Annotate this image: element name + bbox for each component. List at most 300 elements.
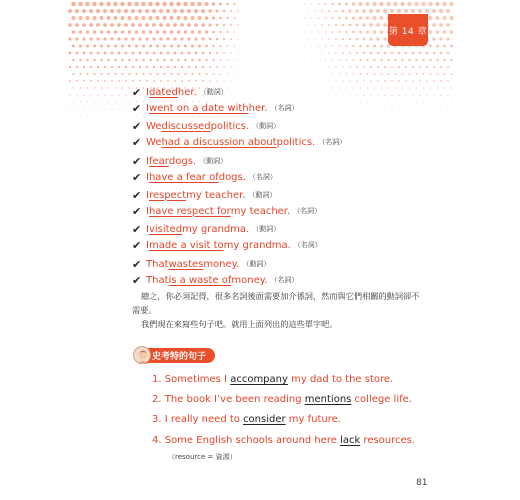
halftone-dot — [364, 109, 365, 110]
halftone-dot — [415, 59, 418, 62]
halftone-dot — [177, 73, 179, 75]
halftone-dot — [100, 30, 104, 34]
halftone-dot — [93, 59, 96, 62]
halftone-dot — [135, 30, 139, 34]
halftone-dot — [135, 59, 138, 62]
halftone-dot — [118, 52, 121, 55]
halftone-dot — [355, 9, 359, 13]
halftone-dot — [93, 16, 97, 20]
halftone-dot — [328, 38, 330, 40]
example-post: politics. — [210, 120, 250, 132]
halftone-dot — [181, 52, 184, 55]
halftone-dot — [100, 44, 103, 47]
halftone-dot — [108, 116, 109, 117]
halftone-dot — [191, 16, 195, 20]
halftone-dot — [78, 2, 82, 6]
check-mark-icon: ✔ — [132, 85, 142, 99]
halftone-dot — [219, 2, 222, 5]
halftone-dot — [373, 44, 376, 47]
halftone-dot — [121, 30, 125, 34]
check-mark-icon: ✔ — [132, 257, 142, 271]
halftone-dot — [145, 37, 148, 40]
halftone-dot — [87, 116, 88, 117]
halftone-dot — [444, 101, 445, 102]
halftone-dot — [318, 74, 319, 75]
sentence-keyword: consider — [243, 414, 286, 425]
halftone-dot — [153, 66, 155, 68]
halftone-dot — [318, 88, 319, 89]
sentence-keyword: lack — [340, 435, 361, 446]
halftone-dot — [76, 80, 78, 82]
halftone-dot — [118, 80, 120, 82]
halftone-dot — [376, 23, 380, 27]
halftone-dot — [391, 80, 393, 82]
halftone-dot — [170, 44, 173, 47]
halftone-dot — [325, 45, 326, 46]
halftone-dot — [374, 87, 376, 89]
vocabulary-note: （resource = 資源） — [168, 453, 237, 461]
halftone-dot — [156, 59, 159, 62]
halftone-dot — [104, 94, 105, 95]
halftone-dot — [96, 23, 100, 27]
halftone-dot — [360, 73, 362, 75]
halftone-dot — [205, 45, 208, 48]
halftone-dot — [429, 16, 433, 20]
halftone-dot — [325, 102, 326, 103]
halftone-dot — [72, 73, 74, 75]
explanation-line-2: 需要。 — [132, 305, 157, 315]
halftone-dot — [437, 116, 438, 117]
halftone-dot — [349, 66, 351, 68]
halftone-dot — [409, 116, 410, 117]
halftone-dot — [209, 38, 212, 41]
halftone-dot — [342, 80, 343, 81]
halftone-dot — [128, 16, 132, 20]
example-pair — [132, 153, 277, 185]
halftone-dot — [75, 9, 79, 13]
halftone-dot — [160, 52, 163, 55]
check-mark-icon: ✔ — [132, 154, 142, 168]
halftone-dot — [448, 109, 449, 110]
halftone-dot — [363, 80, 365, 82]
halftone-dot — [105, 109, 106, 110]
halftone-dot — [98, 109, 99, 110]
halftone-dot — [419, 66, 421, 68]
part-of-speech-tag: （動詞） — [248, 191, 277, 199]
halftone-dot — [184, 16, 188, 20]
halftone-dot — [443, 59, 446, 62]
halftone-dot — [324, 3, 326, 5]
halftone-dot — [325, 31, 327, 33]
halftone-dot — [370, 66, 372, 68]
noun-example — [132, 203, 321, 219]
halftone-dot — [311, 46, 312, 47]
halftone-dot — [209, 52, 211, 54]
halftone-dot — [103, 37, 106, 40]
halftone-dot — [406, 109, 407, 110]
halftone-dot — [332, 88, 333, 89]
halftone-dot — [385, 109, 386, 110]
example-pre: We — [146, 136, 162, 148]
halftone-dot — [208, 23, 211, 26]
halftone-dot — [451, 101, 452, 102]
halftone-dot — [383, 37, 386, 40]
halftone-dot — [401, 59, 404, 62]
halftone-dot — [146, 52, 149, 55]
halftone-dot — [432, 23, 436, 27]
halftone-dot — [188, 80, 190, 82]
halftone-dot — [420, 109, 421, 110]
halftone-dot — [436, 73, 438, 75]
halftone-dot — [124, 9, 128, 13]
halftone-dot — [101, 87, 103, 89]
halftone-dot — [416, 101, 417, 102]
halftone-dot — [131, 9, 135, 13]
example-pair — [132, 256, 298, 288]
halftone-dot — [380, 44, 383, 47]
halftone-dot — [384, 52, 387, 55]
halftone-dot — [173, 9, 177, 13]
halftone-dot — [393, 2, 397, 6]
example-pair — [132, 118, 346, 150]
halftone-dot — [149, 16, 153, 20]
halftone-dot — [429, 30, 433, 34]
halftone-dot — [129, 116, 130, 117]
halftone-dot — [77, 109, 78, 110]
halftone-dot — [318, 45, 319, 46]
halftone-dot — [359, 30, 362, 33]
halftone-dot — [163, 59, 166, 62]
halftone-dot — [86, 44, 89, 47]
halftone-dot — [304, 32, 305, 33]
halftone-dot — [101, 101, 102, 102]
halftone-dot — [378, 109, 379, 110]
halftone-dot — [366, 30, 369, 33]
halftone-dot — [201, 9, 205, 13]
halftone-dot — [373, 30, 377, 34]
halftone-dot — [153, 80, 155, 82]
halftone-dot — [97, 66, 99, 68]
halftone-dot — [345, 45, 347, 47]
halftone-dot — [212, 45, 214, 47]
noun-example — [132, 134, 346, 150]
halftone-dot — [108, 101, 109, 102]
halftone-dot — [353, 116, 354, 117]
halftone-dot — [128, 44, 131, 47]
example-post: money. — [203, 258, 240, 270]
scott-sentence — [152, 414, 341, 425]
halftone-dot — [440, 52, 443, 55]
sentence-post: college life. — [351, 394, 412, 405]
halftone-dot — [392, 109, 393, 110]
halftone-dot — [166, 23, 170, 27]
halftone-dot — [170, 73, 172, 75]
halftone-dot — [304, 74, 305, 75]
halftone-dot — [433, 94, 434, 95]
example-pre: We — [146, 120, 162, 132]
halftone-dot — [335, 10, 338, 13]
halftone-dot — [135, 44, 138, 47]
halftone-dot — [90, 66, 92, 68]
halftone-dot — [318, 3, 320, 5]
halftone-dot — [374, 116, 375, 117]
check-mark-icon: ✔ — [132, 222, 142, 236]
check-mark-icon: ✔ — [132, 273, 142, 287]
halftone-dot — [132, 66, 134, 68]
halftone-dot — [435, 2, 439, 6]
halftone-dot — [332, 102, 333, 103]
example-post: my teacher. — [186, 189, 246, 201]
halftone-dot — [367, 101, 368, 102]
halftone-dot — [345, 2, 348, 5]
part-of-speech-tag: （動詞） — [252, 122, 281, 130]
halftone-dot — [332, 59, 333, 60]
halftone-dot — [308, 81, 309, 82]
halftone-dot — [131, 23, 135, 27]
halftone-dot — [132, 80, 134, 82]
halftone-dot — [234, 3, 236, 5]
halftone-dot — [329, 81, 330, 82]
halftone-dot — [349, 38, 351, 40]
halftone-dot — [219, 17, 222, 20]
halftone-dot — [125, 66, 127, 68]
halftone-dot — [376, 9, 380, 13]
halftone-dot — [149, 44, 152, 47]
halftone-dot — [314, 10, 316, 12]
verb-example — [132, 118, 346, 134]
halftone-dot — [205, 59, 207, 61]
halftone-dot — [145, 23, 149, 27]
halftone-dot — [142, 16, 146, 20]
halftone-dot — [106, 2, 110, 6]
halftone-dot — [117, 37, 120, 40]
halftone-dot — [187, 23, 191, 27]
halftone-dot — [227, 45, 229, 47]
halftone-dot — [69, 80, 71, 82]
check-mark-icon: ✔ — [132, 188, 142, 202]
halftone-dot — [234, 31, 236, 33]
halftone-dot — [342, 38, 344, 40]
halftone-dot — [304, 46, 305, 47]
halftone-dot — [315, 67, 316, 68]
halftone-dot — [107, 16, 111, 20]
halftone-dot — [181, 80, 183, 82]
halftone-dot — [414, 2, 418, 6]
halftone-dot — [447, 66, 449, 68]
halftone-dot — [104, 66, 106, 68]
halftone-dot — [367, 73, 369, 75]
halftone-dot — [174, 80, 176, 82]
halftone-dot — [383, 9, 387, 13]
halftone-dot — [72, 59, 75, 62]
halftone-dot — [328, 66, 329, 67]
halftone-dot — [86, 59, 89, 62]
halftone-dot — [321, 52, 322, 53]
halftone-dot — [85, 2, 89, 6]
halftone-dot — [149, 30, 153, 34]
halftone-dot — [322, 95, 323, 96]
halftone-dot — [371, 109, 372, 110]
halftone-dot — [436, 59, 439, 62]
halftone-dot — [68, 37, 71, 40]
halftone-dot — [142, 44, 145, 47]
halftone-dot — [314, 24, 315, 25]
halftone-dot — [328, 10, 330, 12]
halftone-dot — [359, 45, 362, 48]
halftone-dot — [94, 87, 96, 89]
example-pre: That — [146, 274, 169, 286]
halftone-dot — [132, 52, 135, 55]
halftone-dot — [411, 9, 415, 13]
halftone-dot — [423, 116, 424, 117]
halftone-dot — [124, 37, 127, 40]
halftone-dot — [307, 24, 308, 25]
noun-example — [132, 237, 322, 253]
halftone-dot — [314, 52, 315, 53]
halftone-dot — [190, 2, 194, 6]
halftone-dot — [342, 66, 344, 68]
example-keyword: have respect for — [148, 205, 231, 217]
example-post: money. — [231, 274, 268, 286]
halftone-dot — [206, 73, 208, 75]
example-pair — [132, 221, 322, 253]
chapter-label: 第 14 章 — [388, 26, 428, 37]
halftone-dot — [223, 52, 225, 54]
halftone-dot — [230, 52, 231, 53]
example-pre: That — [146, 258, 169, 270]
example-pair — [132, 187, 321, 219]
halftone-dot — [318, 17, 320, 19]
halftone-dot — [398, 94, 399, 95]
halftone-dot — [440, 94, 441, 95]
halftone-dot — [103, 9, 107, 13]
halftone-dot — [325, 59, 326, 60]
halftone-dot — [450, 44, 453, 47]
halftone-dot — [370, 80, 372, 82]
halftone-dot — [367, 87, 369, 89]
halftone-dot — [111, 52, 114, 55]
halftone-dot — [223, 80, 224, 81]
verb-example — [132, 221, 322, 237]
halftone-dot — [314, 38, 315, 39]
halftone-dot — [343, 95, 344, 96]
halftone-dot — [398, 52, 401, 55]
halftone-dot — [194, 9, 198, 13]
halftone-dot — [413, 109, 414, 110]
halftone-dot — [391, 94, 392, 95]
halftone-dot — [331, 17, 333, 19]
halftone-dot — [405, 52, 408, 55]
halftone-dot — [184, 59, 187, 62]
example-keyword: visited — [148, 223, 183, 235]
halftone-dot — [416, 87, 418, 89]
halftone-dot — [80, 101, 81, 102]
halftone-dot — [169, 2, 173, 6]
halftone-dot — [183, 2, 187, 6]
halftone-dot — [443, 73, 445, 75]
halftone-dot — [352, 45, 354, 47]
halftone-dot — [412, 94, 413, 95]
halftone-dot — [138, 37, 141, 40]
halftone-dot — [234, 45, 235, 46]
check-mark-icon: ✔ — [132, 238, 142, 252]
halftone-dot — [107, 44, 110, 47]
halftone-dot — [117, 9, 121, 13]
halftone-dot — [377, 94, 378, 95]
halftone-dot — [339, 45, 341, 47]
halftone-dot — [418, 9, 422, 13]
halftone-dot — [216, 24, 219, 27]
halftone-dot — [359, 2, 363, 6]
halftone-dot — [366, 45, 369, 48]
halftone-dot — [360, 116, 361, 117]
halftone-dot — [195, 80, 197, 82]
example-keyword: is a waste of — [168, 274, 232, 286]
halftone-dot — [428, 2, 432, 6]
example-keyword: dated — [148, 86, 178, 98]
halftone-dot — [387, 59, 390, 62]
halftone-dot — [121, 73, 123, 75]
halftone-dot — [304, 3, 305, 4]
halftone-dot — [386, 2, 390, 6]
halftone-dot — [321, 66, 322, 67]
halftone-dot — [400, 2, 404, 6]
halftone-dot — [76, 94, 77, 95]
halftone-dot — [216, 80, 217, 81]
halftone-dot — [301, 39, 302, 40]
halftone-dot — [433, 80, 435, 82]
halftone-dot — [219, 45, 221, 47]
halftone-dot — [79, 30, 83, 34]
check-mark-icon: ✔ — [132, 135, 142, 149]
part-of-speech-tag: （名詞） — [248, 173, 277, 181]
halftone-dot — [89, 23, 93, 27]
halftone-dot — [391, 52, 394, 55]
halftone-dot — [80, 116, 81, 117]
halftone-dot — [321, 10, 323, 12]
halftone-dot — [180, 23, 184, 27]
halftone-dot — [308, 39, 309, 40]
halftone-dot — [353, 102, 354, 103]
halftone-dot — [83, 80, 85, 82]
halftone-dot — [107, 30, 111, 34]
halftone-dot — [89, 9, 93, 13]
halftone-dot — [177, 59, 180, 62]
halftone-dot — [412, 52, 415, 55]
halftone-dot — [321, 38, 322, 39]
halftone-dot — [117, 23, 121, 27]
halftone-dot — [212, 31, 215, 34]
halftone-dot — [446, 37, 449, 40]
halftone-dot — [408, 73, 410, 75]
halftone-dot — [237, 24, 238, 25]
halftone-dot — [353, 73, 355, 75]
halftone-dot — [162, 2, 166, 6]
halftone-dot — [352, 16, 355, 19]
example-pre: I — [146, 239, 149, 251]
halftone-dot — [379, 2, 383, 6]
halftone-dot — [159, 37, 162, 40]
halftone-dot — [405, 80, 407, 82]
halftone-dot — [409, 87, 411, 89]
halftone-dot — [366, 59, 368, 61]
halftone-dot — [315, 81, 316, 82]
halftone-dot — [363, 66, 365, 68]
halftone-dot — [356, 52, 358, 54]
halftone-dot — [198, 30, 202, 34]
halftone-dot — [107, 73, 109, 75]
halftone-dot — [374, 101, 375, 102]
